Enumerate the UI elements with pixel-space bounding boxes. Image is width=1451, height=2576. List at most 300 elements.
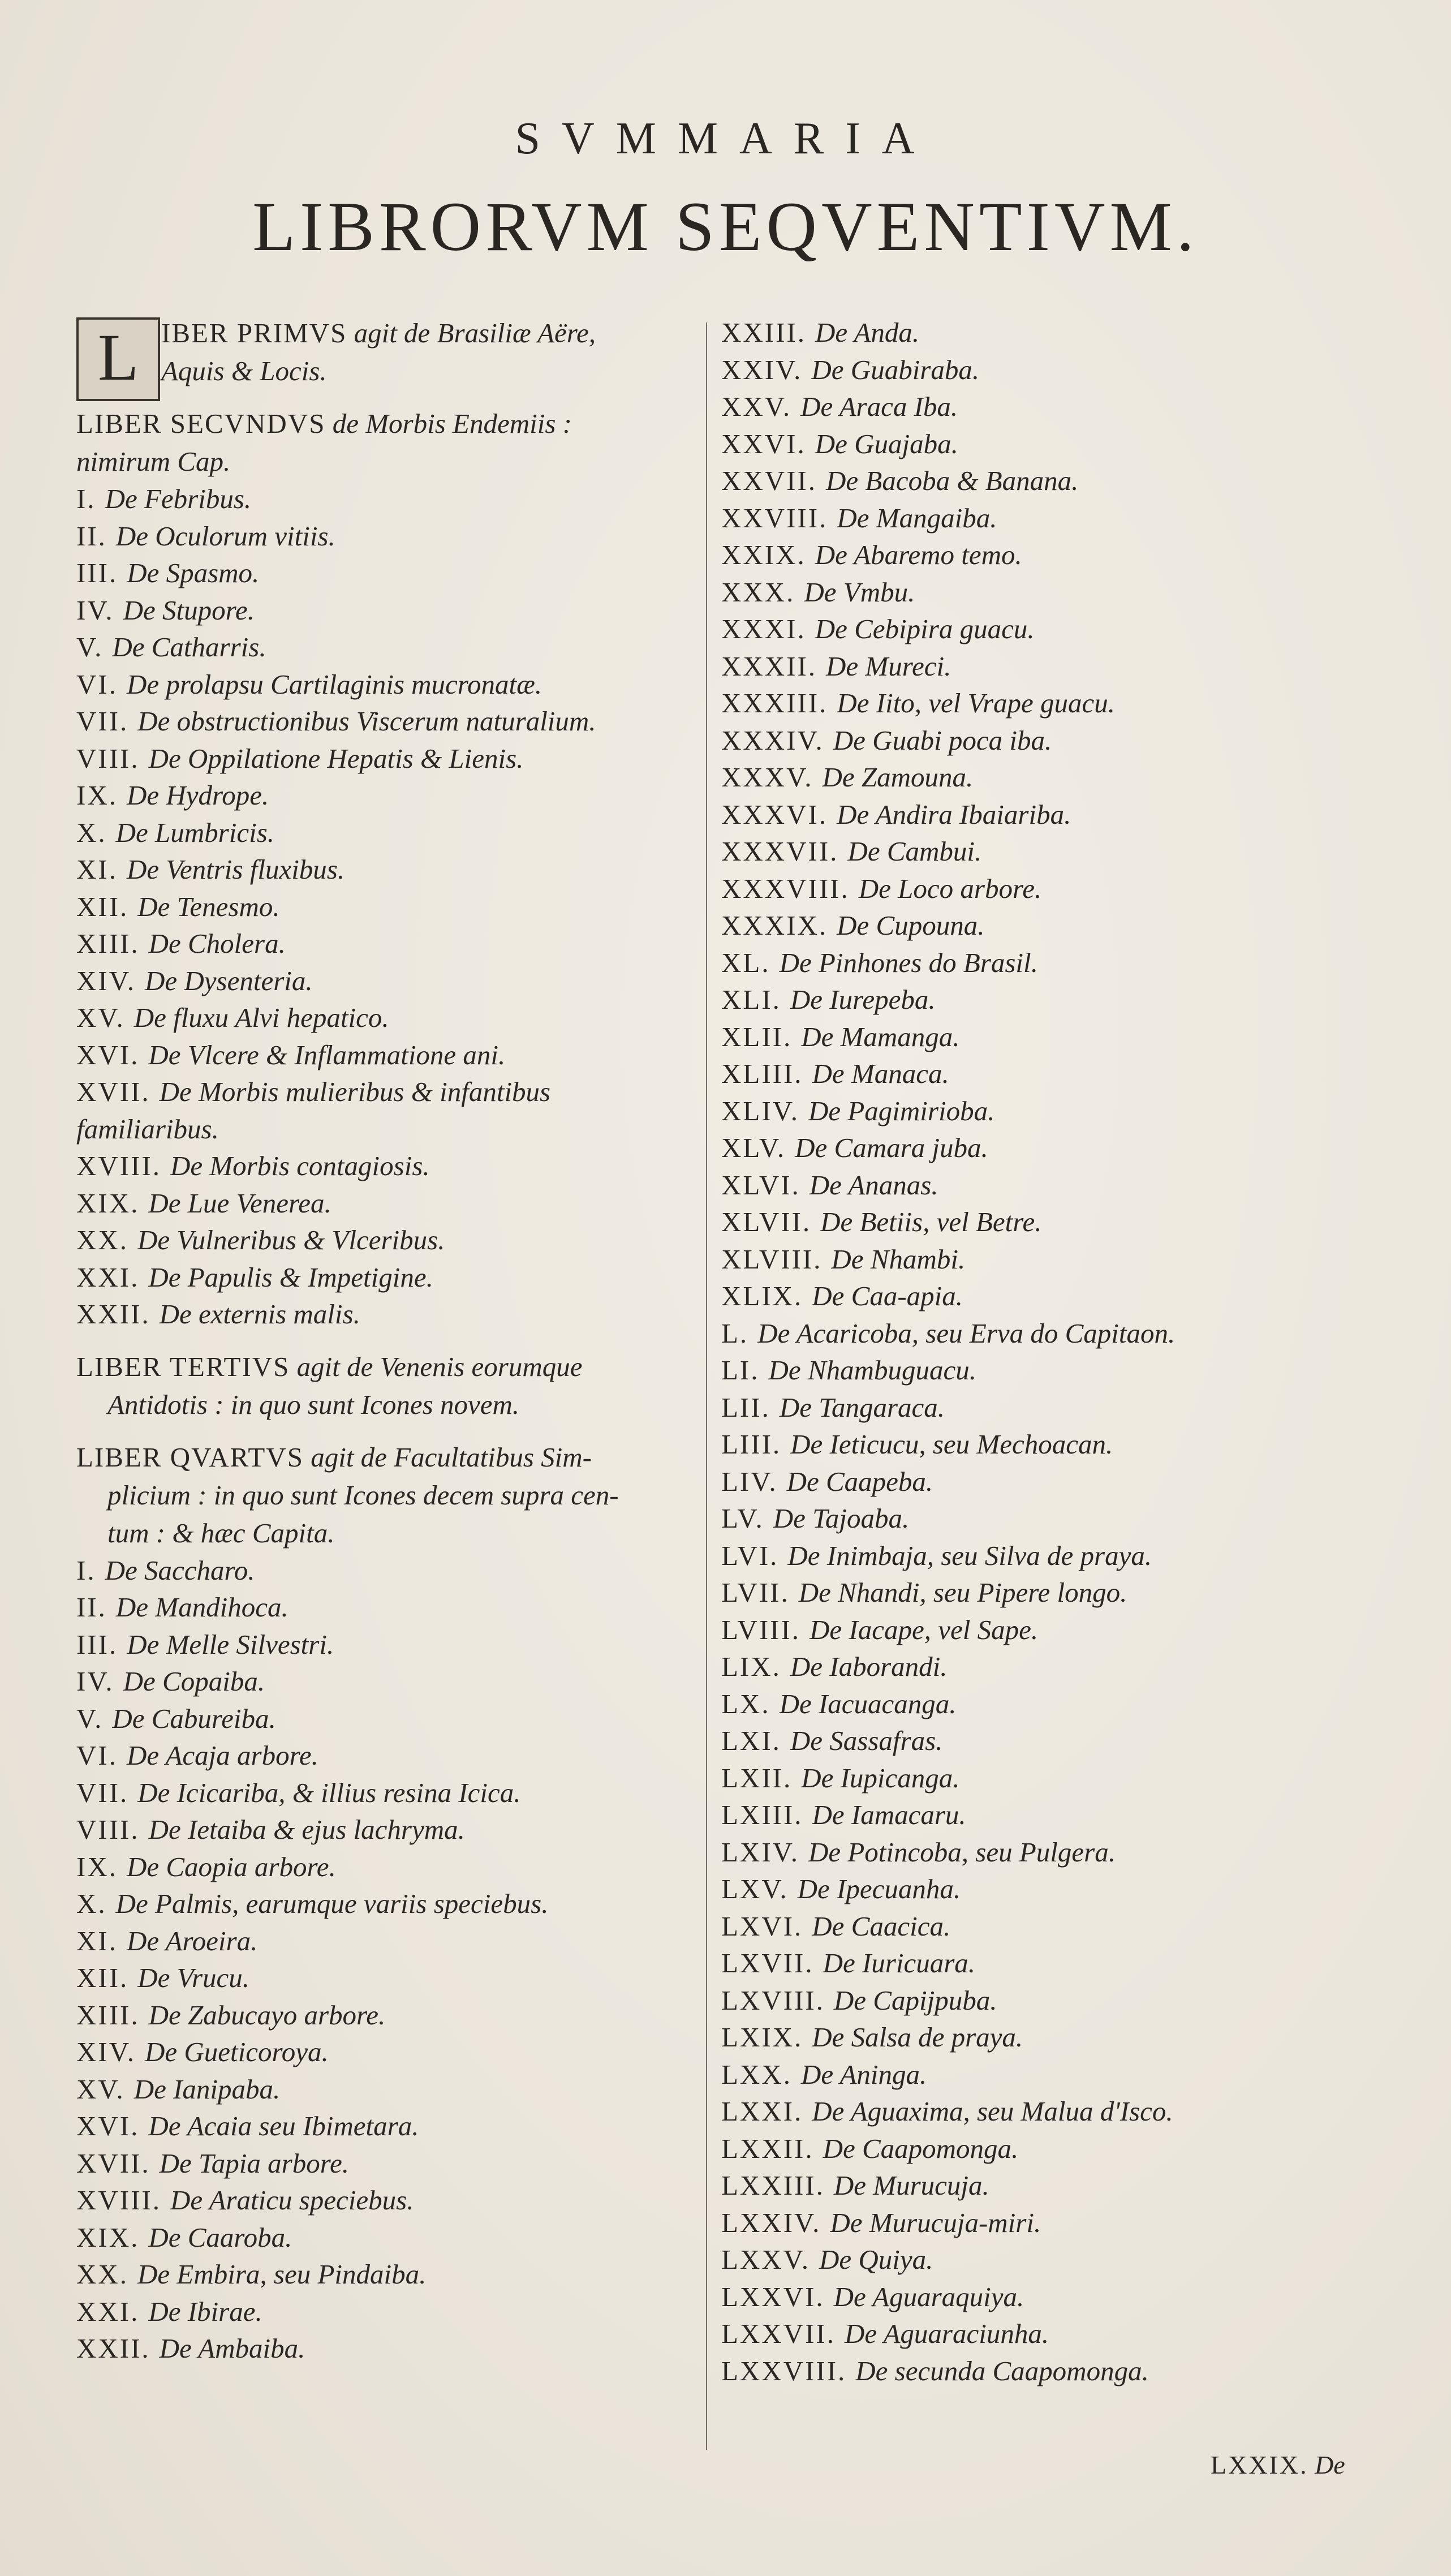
chapter-entry — [76, 1848, 693, 1886]
chapter-entry — [76, 851, 693, 888]
catchword-text: De — [1315, 2450, 1345, 2479]
chapter-entry — [76, 1923, 693, 1960]
chapter-entry — [721, 2204, 1372, 2242]
chapter-number: IV. — [76, 1666, 114, 1697]
chapter-title: De Sassafras. — [790, 1725, 943, 1756]
chapter-title: De Caapomonga. — [823, 2132, 1019, 2164]
chapter-number: LXXV. — [721, 2244, 811, 2275]
chapter-title: De Andira Ibaiariba. — [837, 798, 1071, 830]
chapter-entry — [76, 2033, 693, 2071]
chapter-number: LVI. — [721, 1539, 779, 1571]
chapter-number: XXXVI. — [721, 798, 828, 830]
chapter-entry — [76, 1589, 693, 1626]
chapter-title: De Potincoba, seu Pulgera. — [808, 1836, 1116, 1868]
book3-heading: LIBER TERTIVS — [76, 1351, 290, 1382]
chapter-entry — [76, 999, 693, 1037]
chapter-entry — [721, 648, 1372, 685]
chapter-number: V. — [76, 1702, 104, 1734]
chapter-title: De Caa-apia. — [812, 1280, 963, 1311]
chapter-number: LXXIII. — [721, 2170, 825, 2201]
chapter-number: LXXVI. — [721, 2281, 825, 2312]
chapter-entry — [76, 2330, 693, 2367]
chapter-number: XXIII. — [721, 317, 806, 348]
chapter-entry — [721, 907, 1372, 944]
chapter-entry — [721, 536, 1372, 574]
book4-text: agit de Facultatibus Sim- — [311, 1441, 592, 1473]
chapter-title: De Tangaraca. — [779, 1391, 945, 1423]
title-summaria: SVMMARIA — [515, 114, 936, 164]
chapter-entry — [76, 1663, 693, 1700]
chapter-number: XIV. — [76, 965, 136, 996]
chapter-entry — [76, 740, 693, 777]
chapter-title: De Abaremo temo. — [815, 539, 1022, 570]
chapter-title: De Murucuja. — [833, 2170, 989, 2201]
book2-text-cont: nimirum Cap. — [76, 446, 231, 477]
chapter-title: De Iito, vel Vrape guacu. — [837, 687, 1116, 719]
chapter-number: XXXVII. — [721, 836, 839, 867]
chapter-title: De Acaja arbore. — [126, 1740, 318, 1771]
chapter-title: De Vulneribus & Vlceribus. — [137, 1224, 445, 1255]
chapter-title: De Capijpuba. — [833, 1984, 997, 2016]
chapter-number: LII. — [721, 1391, 770, 1423]
chapter-title: De Stupore. — [123, 594, 255, 626]
chapter-title: De Tajoaba. — [773, 1503, 910, 1534]
book4-chapter-list-right — [721, 314, 1372, 2389]
chapter-entry — [721, 1018, 1372, 1056]
chapter-number: LXI. — [721, 1725, 781, 1756]
chapter-entry — [721, 870, 1372, 908]
chapter-entry — [76, 2071, 693, 2108]
chapter-title: De Iurepeba. — [790, 984, 936, 1015]
chapter-number: LV. — [721, 1503, 764, 1534]
chapter-title: De Aguaraquiya. — [833, 2281, 1024, 2312]
chapter-title: De Embira, seu Pindaiba. — [137, 2259, 427, 2290]
chapter-title: De Febribus. — [105, 483, 252, 514]
chapter-entry — [76, 2182, 693, 2219]
chapter-number: XLV. — [721, 1132, 786, 1163]
chapter-number: VIII. — [76, 742, 140, 774]
chapter-number: XXX. — [721, 576, 795, 608]
chapter-number: XV. — [76, 1002, 125, 1033]
title-librorum-sequentium: LIBRORVM SEQVENTIVM. — [252, 188, 1199, 265]
chapter-number: XLVI. — [721, 1169, 800, 1201]
chapter-entry — [721, 1426, 1372, 1463]
chapter-number: LXIV. — [721, 1836, 799, 1868]
chapter-entry — [721, 685, 1372, 722]
chapter-title: De Vlcere & Inflammatione ani. — [148, 1039, 506, 1070]
chapter-number: LXV. — [721, 1873, 789, 1904]
chapter-entry — [721, 2056, 1372, 2093]
chapter-title: De Zamouna. — [822, 762, 974, 793]
chapter-title: De Saccharo. — [105, 1554, 255, 1586]
chapter-entry — [721, 2315, 1372, 2353]
chapter-title: De Anda. — [815, 317, 920, 348]
chapter-entry — [721, 1870, 1372, 1908]
chapter-number: XXXIII. — [721, 687, 828, 719]
chapter-entry — [721, 1834, 1372, 1871]
chapter-title: De Tenesmo. — [137, 891, 280, 922]
chapter-entry — [721, 1982, 1372, 2019]
chapter-number: LX. — [721, 1688, 770, 1719]
chapter-title: De Nhandi, seu Pipere longo. — [798, 1577, 1127, 1608]
chapter-entry — [721, 1203, 1372, 1241]
chapter-number: LXXIV. — [721, 2207, 821, 2238]
chapter-number: XIX. — [76, 2221, 140, 2253]
chapter-number: L. — [721, 1317, 749, 1349]
chapter-number: XIII. — [76, 1999, 140, 2031]
chapter-entry — [76, 1774, 693, 1812]
chapter-entry — [721, 2019, 1372, 2056]
chapter-entry — [76, 1885, 693, 1923]
chapter-entry — [721, 1167, 1372, 1204]
book3-text: agit de Venenis eorumque — [296, 1351, 583, 1382]
chapter-title: De Ietaiba & ejus lachryma. — [148, 1814, 465, 1845]
chapter-number: VI. — [76, 1740, 118, 1771]
chapter-entry — [721, 2353, 1372, 2390]
chapter-entry — [721, 981, 1372, 1018]
chapter-entry — [721, 1685, 1372, 1723]
chapter-title: De Ibirae. — [148, 2295, 262, 2327]
chapter-number: LVII. — [721, 1577, 790, 1608]
chapter-title: De Cambui. — [847, 836, 982, 867]
chapter-title: De Cabureiba. — [112, 1702, 276, 1734]
chapter-number: XVIII. — [76, 2184, 161, 2216]
chapter-entry — [76, 1552, 693, 1589]
chapter-entry — [721, 2093, 1372, 2130]
right-column — [721, 314, 1372, 2389]
chapter-title: De Spasmo. — [127, 557, 260, 588]
chapter-entry — [76, 2108, 693, 2145]
chapter-number: XII. — [76, 1962, 129, 1993]
chapter-entry — [76, 703, 693, 740]
chapter-title: De Araticu speciebus. — [170, 2184, 414, 2216]
chapter-number: XX. — [76, 2259, 129, 2290]
chapter-title: De Vrucu. — [137, 1962, 250, 1993]
chapter-entry — [76, 1185, 693, 1222]
book1-summary — [76, 314, 693, 394]
chapter-title: De Copaiba. — [123, 1666, 265, 1697]
chapter-number: VII. — [76, 706, 129, 737]
chapter-title: De Betiis, vel Betre. — [820, 1206, 1042, 1237]
book4-summary — [76, 1438, 693, 1552]
chapter-entry — [721, 388, 1372, 425]
chapter-number: LIX. — [721, 1651, 781, 1682]
chapter-number: XLI. — [721, 984, 781, 1015]
chapter-number: II. — [76, 520, 107, 552]
chapter-number: XXXVIII. — [721, 872, 850, 904]
chapter-entry — [76, 666, 693, 703]
chapter-number: LIV. — [721, 1465, 778, 1497]
chapter-title: De Bacoba & Banana. — [826, 465, 1079, 496]
chapter-entry — [721, 1760, 1372, 1797]
chapter-title: De Iaborandi. — [790, 1651, 948, 1682]
chapter-title: De Caopia arbore. — [126, 1851, 336, 1882]
chapter-entry — [721, 833, 1372, 870]
chapter-title: De Iacuacanga. — [779, 1688, 957, 1719]
chapter-title: De Mangaiba. — [837, 502, 997, 534]
chapter-title: De Aguaxima, seu Malua d'Isco. — [812, 2096, 1173, 2127]
chapter-number: XXXII. — [721, 650, 817, 682]
chapter-number: LXXVIII. — [721, 2355, 847, 2386]
chapter-title: De Loco arbore. — [858, 872, 1042, 904]
chapter-entry — [721, 425, 1372, 463]
chapter-entry — [721, 1945, 1372, 1982]
chapter-number: LXII. — [721, 1762, 793, 1794]
chapter-title: De Camara juba. — [795, 1132, 988, 1163]
chapter-number: XLVII. — [721, 1206, 812, 1237]
chapter-entry — [76, 2256, 693, 2293]
chapter-entry — [76, 1147, 693, 1185]
chapter-entry — [721, 944, 1372, 982]
chapter-title: De Papulis & Impetigine. — [148, 1261, 433, 1293]
chapter-title: De Vmbu. — [804, 576, 915, 608]
chapter-entry — [721, 2130, 1372, 2168]
chapter-entry — [721, 1241, 1372, 1278]
chapter-entry — [721, 1352, 1372, 1389]
chapter-number: XXI. — [76, 1261, 140, 1293]
chapter-entry — [76, 1073, 693, 1147]
book2-chapter-list — [76, 480, 693, 1333]
chapter-entry — [721, 1648, 1372, 1685]
chapter-title: De Iupicanga. — [801, 1762, 960, 1794]
chapter-title: De Ianipaba. — [134, 2073, 281, 2105]
chapter-entry — [721, 314, 1372, 351]
chapter-entry — [721, 500, 1372, 537]
chapter-title: De Catharris. — [112, 631, 266, 663]
left-column — [76, 314, 693, 2367]
chapter-number: XVII. — [76, 2147, 150, 2179]
chapter-title: De Guajaba. — [815, 428, 958, 459]
chapter-title: De Lue Venerea. — [148, 1187, 331, 1219]
chapter-title: De Oppilatione Hepatis & Lienis. — [148, 742, 524, 774]
book2-text: de Morbis Endemiis : — [332, 408, 572, 439]
chapter-number: XXII. — [76, 1298, 150, 1330]
chapter-number: LXXI. — [721, 2096, 803, 2127]
chapter-number: LXXVII. — [721, 2318, 836, 2349]
chapter-number: XXII. — [76, 2333, 150, 2364]
chapter-number: XVIII. — [76, 1150, 161, 1181]
chapter-number: LXVII. — [721, 1947, 814, 1979]
chapter-number: VI. — [76, 668, 118, 700]
chapter-number: XI. — [76, 854, 118, 885]
chapter-entry — [76, 1259, 693, 1296]
chapter-entry — [76, 2145, 693, 2182]
chapter-title: De Aguaraciunha. — [844, 2318, 1049, 2349]
chapter-entry — [76, 1700, 693, 1738]
chapter-entry — [76, 814, 693, 852]
chapter-number: XXV. — [721, 391, 792, 422]
chapter-number: III. — [76, 557, 118, 588]
chapter-number: XXXI. — [721, 613, 806, 644]
chapter-title: De Morbis mulieribus & infantibus familiaribus. — [76, 1076, 551, 1145]
chapter-title: De Guabiraba. — [811, 354, 980, 385]
chapter-title: De Mandihoca. — [115, 1592, 289, 1623]
chapter-entry — [76, 2293, 693, 2330]
chapter-entry — [76, 1811, 693, 1848]
chapter-number: XXXIV. — [721, 724, 824, 756]
chapter-number: XII. — [76, 891, 129, 922]
chapter-title: De Cebipira guacu. — [815, 613, 1035, 644]
chapter-title: De Inimbaja, seu Silva de praya. — [787, 1539, 1152, 1571]
chapter-entry — [721, 1722, 1372, 1760]
decorated-initial: L — [76, 317, 160, 401]
chapter-number: XXVIII. — [721, 502, 828, 534]
book4-text-cont2: tum : & hæc Capita. — [107, 1517, 335, 1549]
chapter-entry — [721, 722, 1372, 759]
chapter-entry — [721, 1055, 1372, 1093]
chapter-title: De Araca Iba. — [800, 391, 958, 422]
chapter-title: De Pinhones do Brasil. — [779, 947, 1038, 978]
chapter-entry — [76, 1626, 693, 1663]
chapter-title: De Palmis, earumque variis speciebus. — [115, 1888, 549, 1919]
chapter-number: LXXII. — [721, 2132, 814, 2164]
chapter-number: III. — [76, 1628, 118, 1660]
column-divider — [706, 322, 707, 2450]
chapter-entry — [76, 962, 693, 1000]
book4-heading: LIBER QVARTVS — [76, 1441, 304, 1473]
chapter-number: XL. — [721, 947, 770, 978]
chapter-number: LXIX. — [721, 2022, 803, 2053]
chapter-entry — [76, 592, 693, 629]
chapter-entry — [721, 610, 1372, 648]
chapter-title: De Gueticoroya. — [145, 2036, 329, 2067]
chapter-entry — [76, 554, 693, 592]
chapter-number: IX. — [76, 780, 118, 811]
chapter-number: X. — [76, 1888, 107, 1919]
chapter-number: XVII. — [76, 1076, 150, 1107]
chapter-number: XX. — [76, 1224, 129, 1255]
chapter-entry — [721, 351, 1372, 389]
chapter-entry — [721, 1389, 1372, 1426]
chapter-title: De Mamanga. — [801, 1021, 960, 1052]
chapter-number: XXIV. — [721, 354, 803, 385]
chapter-title: De Murucuja-miri. — [830, 2207, 1041, 2238]
chapter-entry — [721, 1574, 1372, 1611]
book1-heading: IBER PRIMVS — [161, 317, 347, 349]
chapter-title: De Zabucayo arbore. — [148, 1999, 386, 2031]
catchword-number: LXXIX. — [1211, 2450, 1308, 2479]
chapter-title: De prolapsu Cartilaginis mucronatæ. — [126, 668, 542, 700]
chapter-entry — [721, 462, 1372, 500]
chapter-title: De Nhambuguacu. — [768, 1354, 976, 1386]
chapter-number: XXI. — [76, 2295, 140, 2327]
book2-heading: LIBER SECVNDVS — [76, 408, 326, 439]
chapter-number: XXXV. — [721, 762, 813, 793]
chapter-entry — [76, 629, 693, 666]
chapter-title: De Cholera. — [148, 928, 286, 959]
chapter-title: De Iuricuara. — [823, 1947, 976, 1979]
chapter-title: De Hydrope. — [126, 780, 269, 811]
chapter-title: De Manaca. — [812, 1058, 949, 1089]
book3-text-cont: Antidotis : in quo sunt Icones novem. — [107, 1388, 520, 1420]
chapter-title: De Icicariba, & illius resina Icica. — [137, 1777, 521, 1808]
book1-text: agit de Brasiliæ Aëre, — [354, 317, 596, 349]
chapter-number: XLIX. — [721, 1280, 803, 1311]
chapter-number: XVI. — [76, 2110, 140, 2141]
chapter-entry — [721, 574, 1372, 611]
chapter-title: De Caaroba. — [148, 2221, 292, 2253]
chapter-entry — [721, 1463, 1372, 1500]
chapter-title: De Cupouna. — [837, 910, 985, 941]
chapter-number: XXXIX. — [721, 910, 828, 941]
chapter-entry — [721, 1315, 1372, 1352]
chapter-title: De Dysenteria. — [145, 965, 313, 996]
book3-summary — [76, 1348, 693, 1424]
chapter-number: VII. — [76, 1777, 129, 1808]
chapter-title: De Quiya. — [819, 2244, 933, 2275]
chapter-number: XVI. — [76, 1039, 140, 1070]
chapter-number: II. — [76, 1592, 107, 1623]
chapter-entry — [721, 1278, 1372, 1315]
chapter-entry — [721, 2241, 1372, 2278]
chapter-number: XIX. — [76, 1187, 140, 1219]
chapter-number: XLIV. — [721, 1095, 799, 1126]
chapter-entry — [76, 1959, 693, 1997]
chapter-number: LXX. — [721, 2058, 792, 2090]
chapter-number: IX. — [76, 1851, 118, 1882]
chapter-title: De Mureci. — [826, 650, 951, 682]
chapter-entry — [721, 2167, 1372, 2204]
book1-text-cont: Aquis & Locis. — [161, 355, 327, 386]
chapter-entry — [721, 1093, 1372, 1130]
chapter-number: XI. — [76, 1925, 118, 1956]
chapter-entry — [76, 777, 693, 814]
chapter-entry — [721, 1796, 1372, 1834]
chapter-title: De secunda Caapomonga. — [855, 2355, 1149, 2386]
chapter-title: De Aninga. — [800, 2058, 927, 2090]
chapter-title: De Pagimirioba. — [808, 1095, 995, 1126]
catchword — [1211, 2450, 1345, 2480]
chapter-number: XLIII. — [721, 1058, 803, 1089]
chapter-entry — [721, 1129, 1372, 1167]
chapter-number: IV. — [76, 594, 114, 626]
chapter-title: De Ieticucu, seu Mechoacan. — [790, 1429, 1113, 1460]
chapter-entry — [76, 518, 693, 555]
chapter-entry — [76, 1222, 693, 1259]
chapter-title: De Acaricoba, seu Erva do Capitaon. — [757, 1317, 1176, 1349]
chapter-number: XIV. — [76, 2036, 136, 2067]
chapter-number: I. — [76, 483, 96, 514]
chapter-entry — [721, 1500, 1372, 1537]
chapter-number: XLVIII. — [721, 1243, 823, 1275]
chapter-entry — [76, 888, 693, 926]
chapter-title: De Lumbricis. — [115, 816, 275, 848]
chapter-title: De Ipecuanha. — [797, 1873, 961, 1904]
chapter-number: LI. — [721, 1354, 760, 1386]
chapter-number: XXVI. — [721, 428, 806, 459]
chapter-title: De Melle Silvestri. — [127, 1628, 334, 1660]
chapter-number: XXIX. — [721, 539, 806, 570]
chapter-title: De Caapeba. — [786, 1465, 933, 1497]
chapter-entry — [76, 1737, 693, 1774]
chapter-entry — [76, 480, 693, 518]
chapter-title: De Iacape, vel Sape. — [810, 1614, 1039, 1645]
chapter-entry — [721, 1537, 1372, 1575]
chapter-title: De Morbis contagiosis. — [170, 1150, 430, 1181]
chapter-number: V. — [76, 631, 104, 663]
chapter-title: De Tapia arbore. — [159, 2147, 349, 2179]
chapter-title: De Salsa de praya. — [812, 2022, 1023, 2053]
chapter-entry — [76, 925, 693, 962]
chapter-number: XLII. — [721, 1021, 793, 1052]
chapter-title: De externis malis. — [159, 1298, 360, 1330]
chapter-entry — [721, 1908, 1372, 1945]
chapter-entry — [76, 2219, 693, 2256]
chapter-number: XV. — [76, 2073, 125, 2105]
chapter-number: LXVIII. — [721, 1984, 825, 2016]
chapter-number: LXIII. — [721, 1799, 803, 1830]
chapter-title: De Guabi poca iba. — [833, 724, 1052, 756]
